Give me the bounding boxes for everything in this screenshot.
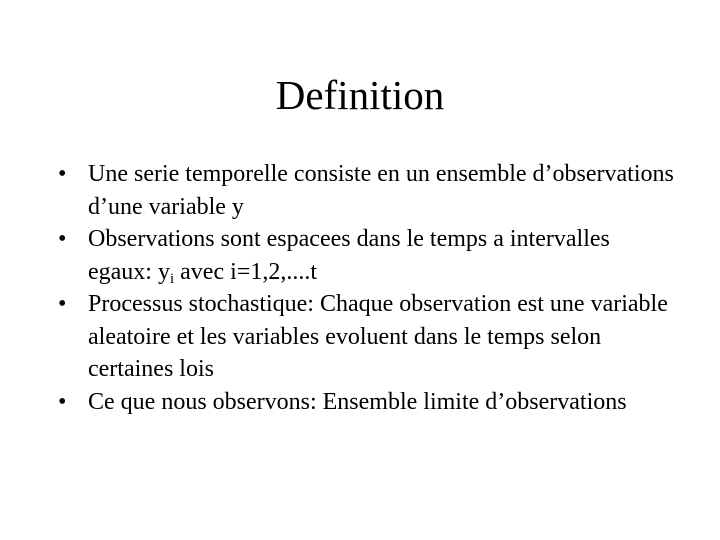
bullet-text-part: Observations sont espacees dans le temps a intervalles egaux: y bbox=[88, 226, 610, 285]
bullet-dot-icon: • bbox=[58, 388, 67, 415]
bullet-item bbox=[58, 386, 678, 419]
bullet-text: Processus stochastique: Chaque observation est une variable aleatoire et les variables evoluent dans le temps selon certaines lois bbox=[88, 291, 668, 382]
bullet-list bbox=[58, 158, 678, 418]
bullet-text bbox=[88, 226, 610, 285]
bullet-item bbox=[58, 288, 678, 386]
bullet-dot-icon: • bbox=[58, 291, 67, 317]
bullet-item bbox=[58, 158, 678, 223]
subscript-index: i bbox=[169, 270, 175, 287]
bullet-item bbox=[58, 223, 678, 288]
bullet-dot-icon: • bbox=[58, 161, 67, 187]
bullet-text: Une serie temporelle consiste en un ensemble d’observations d’une variable y bbox=[88, 161, 674, 220]
bullet-text: Ce que nous observons: Ensemble limite d’observations bbox=[88, 388, 627, 415]
slide-title: Definition bbox=[275, 72, 445, 118]
bullet-dot-icon: • bbox=[58, 226, 67, 252]
bullet-text-part: avec i=1,2,....t bbox=[174, 258, 317, 285]
